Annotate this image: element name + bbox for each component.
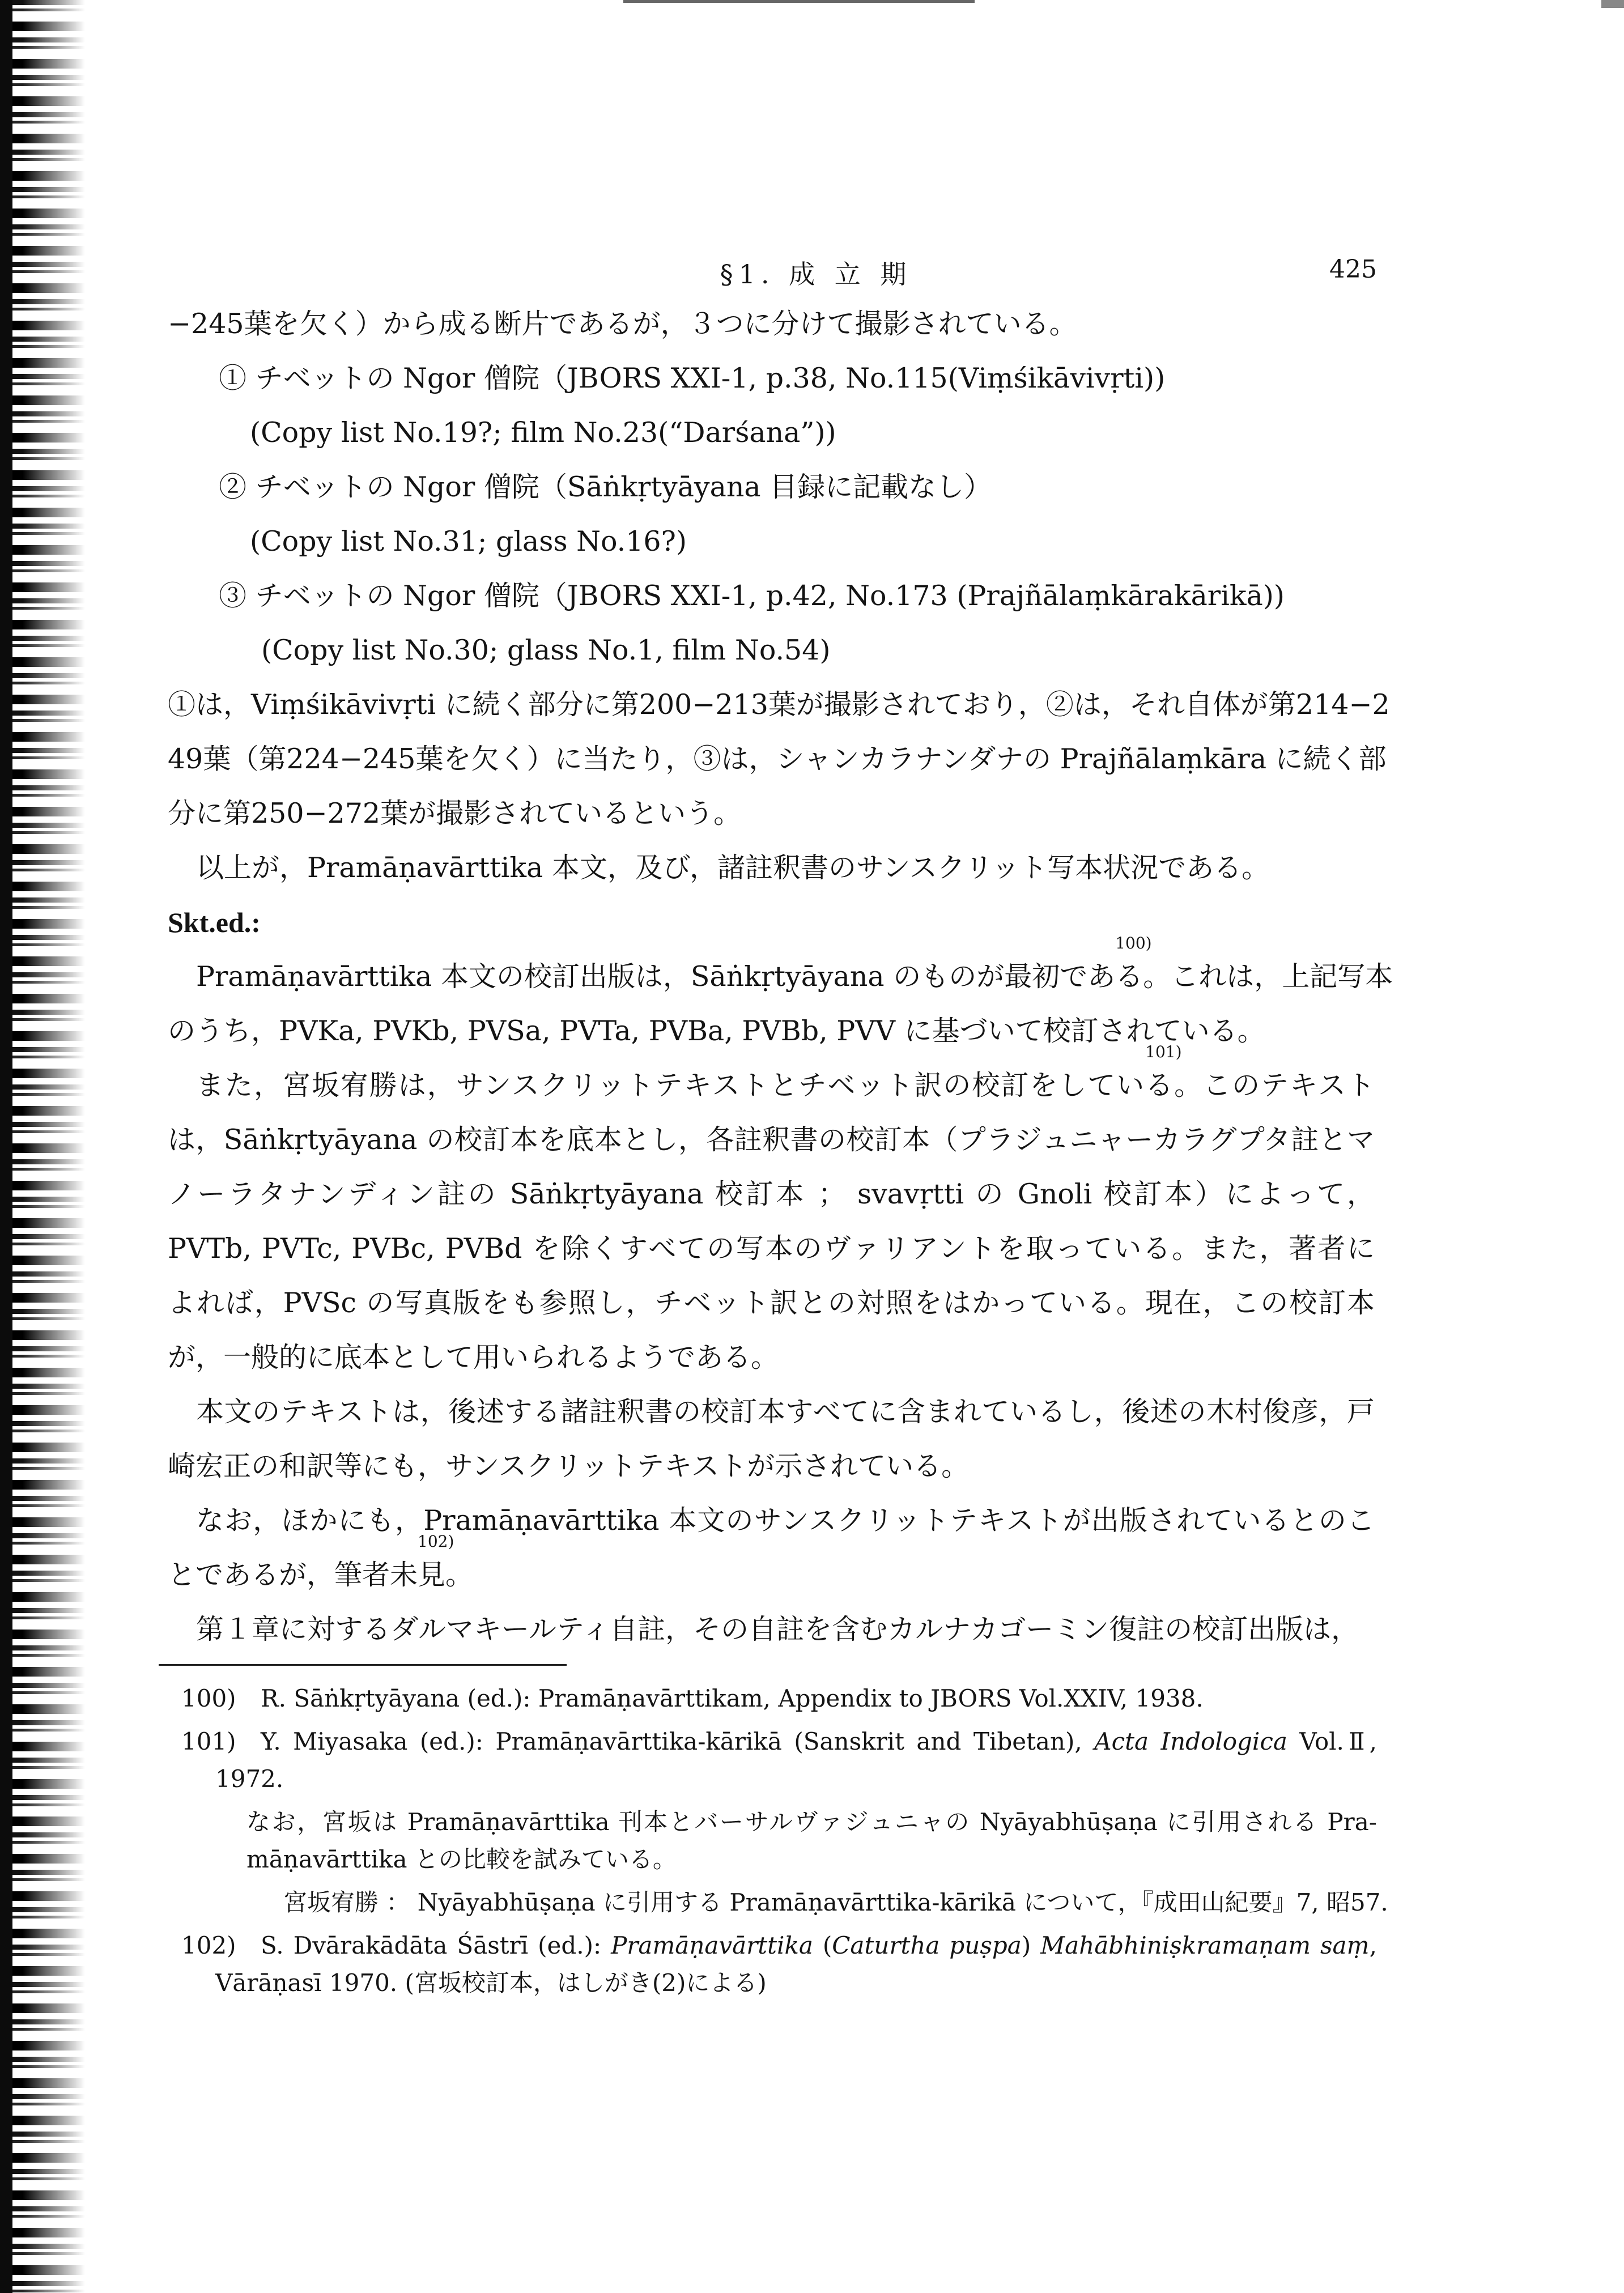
paragraph-line: [168, 1532, 1375, 1596]
footnote-number: 100): [181, 1684, 236, 1712]
footnote-text: Vol.Ⅱ,: [1287, 1728, 1378, 1755]
text-span: このテキスト: [1203, 1069, 1375, 1101]
list-item-1-detail: (Copy list No.19?; film No.23(“Darśana”)): [250, 416, 836, 449]
footnote-text: ,: [1369, 1932, 1377, 1959]
footnote-101-cont: 1972.: [215, 1765, 284, 1793]
footnote-text: ): [1021, 1932, 1041, 1959]
footnote-text: S. Dvārakādāta Śāstrī (ed.):: [261, 1932, 611, 1959]
footnote-number: 101): [181, 1728, 236, 1755]
scan-corner-mark: [1601, 0, 1624, 8]
footnotes: [181, 1680, 1388, 2002]
scan-top-mark: [623, 0, 975, 3]
footnote-101-note: māṇavārttika との比較を試みている。: [246, 1845, 677, 1873]
footnote-101-note: なお，宮坂は Pramāṇavārttika 刊本とバーサルヴァジュニャの Nyāyabhūṣaṇa に引用される Pra-: [246, 1808, 1377, 1836]
scan-binding-edge: [0, 0, 85, 2293]
footnote-101-ref: 宮坂宥勝 ： Nyāyabhūṣaṇa に引用する Pramāṇavārttika-kārikā について，『成田山紀要』7, 昭57.: [283, 1888, 1388, 1916]
list-item-2-detail: (Copy list No.31; glass No.16?): [250, 525, 687, 558]
footnote-100: [181, 1680, 1377, 1717]
book-title: Pramāṇavārttika: [611, 1932, 813, 1959]
paragraph-line: 分に第250−272葉が撮影されているという。: [168, 797, 742, 829]
paragraph-line: [168, 1043, 1375, 1107]
text-span: る。: [1115, 960, 1171, 993]
text-line: −245葉を欠く）から成る断片であるが，３つに分けて撮影されている。: [168, 308, 1077, 340]
list-item-1: ① チベットの Ngor 僧院（JBORS XXⅠ-1, p.38, No.115(Viṃśikāvivṛti)): [219, 362, 1166, 394]
footnote-102: [181, 1927, 1377, 1964]
text-span: これは，上記写本: [1171, 960, 1393, 993]
footnote-anchor-101: [1145, 1043, 1204, 1101]
paragraph-line: PVTb, PVTc, PVBc, PVBd を除くすべての写本のヴァリアントを取っている。また，著者に: [168, 1232, 1375, 1265]
book-subtitle: Mahābhiniṣkramaṇam saṃ: [1040, 1932, 1370, 1959]
text-span: また，宮坂宥勝は，サンスクリットテキストとチベット訳の校訂をしてい: [196, 1069, 1146, 1101]
text-span: る。: [1145, 1069, 1204, 1101]
paragraph-line: 第１章に対するダルマキールティ自註，その自註を含むカルナカゴーミン復註の校訂出版は，: [196, 1613, 1359, 1645]
scan-binding-shadow: [0, 0, 12, 2293]
paragraph-line: [168, 934, 1393, 998]
footnote-102-cont: Vārāṇasī 1970. (宮坂校訂本，はしがき(2)による): [215, 1969, 767, 1997]
footnote-101: [181, 1723, 1377, 1760]
paragraph-line: のうち，PVKa, PVKb, PVSa, PVTa, PVBa, PVBb, PVV に基づいて校訂されている。: [168, 1015, 1265, 1047]
footnote-text: (: [813, 1932, 832, 1959]
paragraph-line: 崎宏正の和訳等にも，サンスクリットテキストが示されている。: [168, 1450, 970, 1482]
footnote-ref-102: 102): [418, 1532, 454, 1551]
paragraph-line: が，一般的に底本として用いられるようである。: [168, 1341, 779, 1373]
footnote-ref-101: 101): [1145, 1043, 1182, 1061]
paragraph-line: 49葉（第224−245葉を欠く）に当たり，③は，シャンカラナンダナの Prajñālaṃkāra に続く部: [168, 743, 1387, 775]
footnote-divider: [159, 1664, 567, 1666]
footnote-ref-100: 100): [1115, 934, 1152, 952]
text-span: Pramāṇavārttika 本文の校訂出版は，Sāṅkṛtyāyana のものが最初であ: [196, 960, 1116, 993]
footnote-number: 102): [181, 1932, 236, 1959]
footnote-anchor-100: [1115, 934, 1171, 993]
text-span: とであるが，筆者未: [168, 1559, 418, 1591]
paragraph-line: ①は，Viṃśikāvivṛti に続く部分に第200−213葉が撮影されており，②は，それ自体が第214−2: [168, 688, 1390, 721]
skt-ed-label: Skt.ed.:: [168, 907, 261, 938]
paragraph-line: よれば，PVSc の写真版をも参照し，チベット訳との対照をはかっている。現在，この校訂本: [168, 1287, 1375, 1319]
paragraph-line: なお，ほかにも，Pramāṇavārttika 本文のサンスクリットテキストが出版されているとのこ: [196, 1504, 1375, 1537]
running-header: §1. 成 立 期: [720, 259, 912, 290]
page-number: 425: [1329, 255, 1377, 284]
footnote-text: R. Sāṅkṛtyāyana (ed.): Pramāṇavārttikam, Appendix to JBORS Vol.XXIV, 1938.: [261, 1684, 1204, 1712]
footnote-text: Y. Miyasaka (ed.): Pramāṇavārttika-kārikā (Sanskrit and Tibetan),: [261, 1728, 1095, 1755]
section-label: [168, 901, 1375, 943]
paragraph-line: ノーラタナンディン註の Sāṅkṛtyāyana 校訂本 ； svavṛtti の Gnoli 校訂本）によって，: [168, 1178, 1375, 1210]
text-span: 見。: [418, 1559, 474, 1591]
list-item-2: ② チベットの Ngor 僧院（Sāṅkṛtyāyana 目録に記載なし）: [219, 471, 992, 503]
journal-title: Acta Indologica: [1094, 1728, 1287, 1755]
paragraph-line: 本文のテキストは，後述する諸註釈書の校訂本すべてに含まれているし，後述の木村俊彦，戸: [196, 1396, 1375, 1428]
main-text: [168, 303, 1393, 1650]
paragraph-line: 以上が，Pramāṇavārttika 本文，及び，諸註釈書のサンスクリット写本状況である。: [196, 852, 1270, 884]
footnote-anchor-102: [418, 1532, 474, 1591]
list-item-3-detail: (Copy list No.30; glass No.1, film No.54): [261, 634, 831, 666]
book-subtitle: Caturtha puṣpa: [832, 1932, 1022, 1959]
paragraph-line: は，Sāṅkṛtyāyana の校訂本を底本とし，各註釈書の校訂本（プラジュニャーカラグプタ註とマ: [168, 1124, 1375, 1156]
list-item-3: ③ チベットの Ngor 僧院（JBORS XXⅠ-1, p.42, No.173 (Prajñālaṃkārakārikā)): [219, 580, 1285, 612]
